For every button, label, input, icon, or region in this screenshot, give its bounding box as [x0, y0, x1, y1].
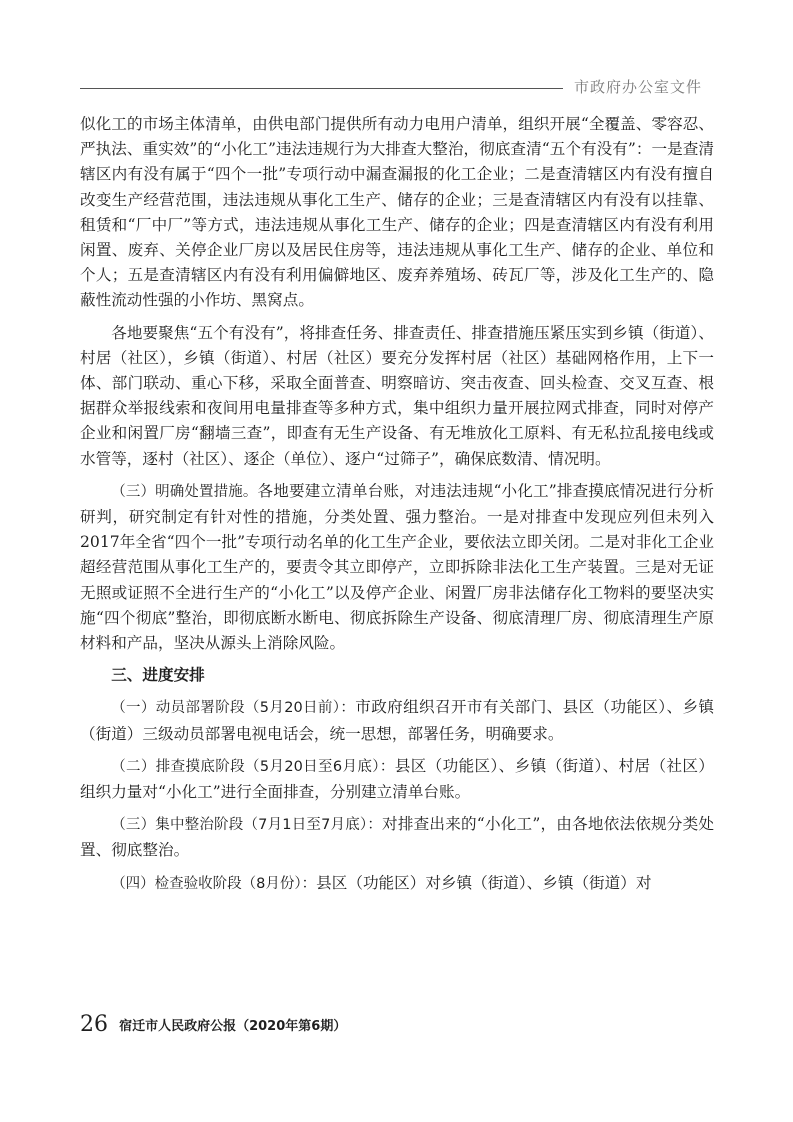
phase-4-text: 县区（功能区）对乡镇（街道）、乡镇（街道）对: [316, 873, 652, 892]
phase-2: [80, 754, 714, 805]
phase-3-heading: （三）集中整治阶段（7月1日至7月底）：: [111, 817, 383, 834]
phase-1-text: 市政府组织召开市有关部门、县区（功能区）、乡镇（街道）三级动员部署电视电话会，统一思想，部署任务，明确要求。: [80, 698, 714, 743]
phase-4-heading: （四）检查验收阶段（8月份）：: [111, 875, 317, 892]
page-number: 26: [80, 1012, 108, 1037]
phase-1: [80, 695, 714, 746]
paragraph-2: 各地要聚焦“五个有没有”，将排查任务、排查责任、排查措施压紧压实到乡镇（街道）、村居（社区），乡镇（街道）、村居（社区）要充分发挥村居（社区）基础网格作用，上下一体、部门联动、重心下移，采取全面普查、明察暗访、突击夜查、回头检查、交叉互查、根据群众举报线索和夜间用电量排查等多种方式，集中组织力量开展拉网式排查，同时对停产企业和闲置厂房“翻墙三查”，即查有无生产设备、有无堆放化工原料、有无私拉乱接电线或水管等，逐村（社区）、逐企（单位）、逐户“过筛子”，确保底数清、情况明。: [80, 323, 714, 468]
paragraph-1: 似化工的市场主体清单，由供电部门提供所有动力电用户清单，组织开展“全覆盖、零容忍、严执法、重实效”的“小化工”违法违规行为大排查大整治，彻底查清“五个有没有”：一是查清辖区内有没有属于“四个一批”专项行动中漏查漏报的化工企业；二是查清辖区内有没有擅自改变生产经营范围，违法违规从事化工生产、储存的企业；三是查清辖区内有没有以挂靠、租赁和“厂中厂”等方式，违法违规从事化工生产、储存的企业；四是查清辖区内有没有利用闲置、废弃、关停企业厂房以及居民住房等，违法违规从事化工生产、储存的企业、单位和个人；五是查清辖区内有没有利用偏僻地区、废弃养殖场、砖瓦厂等，涉及化工生产的、隐蔽性流动性强的小作坊、黑窝点。: [80, 115, 714, 310]
header-rule: [80, 88, 563, 89]
page-footer: [80, 1012, 346, 1037]
phase-1-heading: （一）动员部署阶段（5月20日前）：: [111, 700, 356, 717]
phase-3: [80, 812, 714, 863]
header-title: 市政府办公室文件: [574, 78, 703, 96]
phase-4: [80, 871, 714, 897]
paragraph-3-heading: （三）明确处置措施。: [111, 483, 258, 500]
document-body: [80, 112, 714, 904]
paragraph-3: [80, 479, 714, 656]
section-heading-schedule: 三、进度安排: [111, 666, 205, 685]
paragraph-3-text: 各地要建立清单台账，对违法违规“小化工”排查摸底情况进行分析研判，研究制定有针对性的措施，分类处置、强力整治。一是对排查中发现应列但未列入2017年全省“四个一批”专项行动名单的化工生产企业，要依法立即关闭。二是对非化工企业超经营范围从事化工生产的，要责令其立即停产，立即拆除非法化工生产装置。三是对无证无照或证照不全进行生产的“小化工”以及停产企业、闲置厂房非法储存化工物料的要坚决实施“四个彻底”整治，即彻底断水断电、彻底拆除生产设备、彻底清理厂房、彻底清理生产原材料和产品，坚决从源头上消除风险。: [80, 481, 714, 653]
phase-2-heading: （二）排查摸底阶段（5月20日至6月底）：: [111, 758, 395, 775]
journal-name: 宿迁市人民政府公报（2020年第6期）: [119, 1019, 347, 1034]
phase-3-text: 对排查出来的“小化工”，由各地依法依规分类处置、彻底整治。: [80, 815, 714, 860]
phase-2-text: 县区（功能区）、乡镇（街道）、村居（社区）组织力量对“小化工”进行全面排查，分别建立清单台账。: [80, 756, 714, 802]
